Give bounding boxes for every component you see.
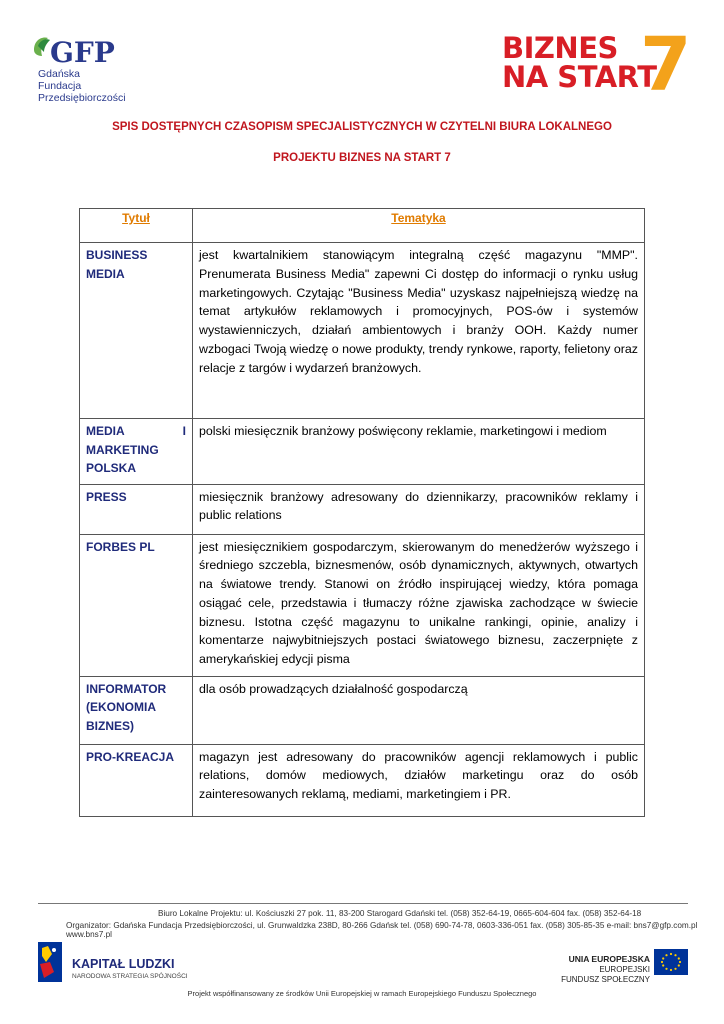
kapital-ludzki-flag-icon — [38, 942, 62, 982]
gfp-name-line2: Przedsiębiorczości — [38, 92, 126, 104]
row-description: polski miesięcznik branżowy poświęcony reklamie, marketingowi i mediom — [193, 419, 645, 485]
row-description: dla osób prowadzących działalność gospodarczą — [193, 676, 645, 744]
row-title: PRO-KREACJA — [80, 744, 193, 816]
table-row — [80, 744, 645, 816]
header-topic: Tematyka — [193, 209, 645, 243]
table-row — [80, 243, 645, 419]
bns-line2: NA START — [502, 60, 657, 94]
footer-divider — [38, 903, 688, 904]
row-title-line: BIZNES) — [86, 718, 134, 733]
row-title: PRESS — [80, 484, 193, 534]
footer-address-office: Biuro Lokalne Projektu: ul. Kościuszki 27 pok. 11, 83-200 Starogard Gdański tel. (058) 352-64-19, 0665-604-604 fax. (058) 352-64-18 — [158, 909, 642, 918]
table-row — [80, 419, 645, 485]
gfp-leaf-icon — [32, 34, 118, 66]
cofinancing-note: Projekt współfinansowany ze środków Unii Europejskiej w ramach Europejskiego Funduszu Społecznego — [187, 989, 537, 998]
row-description: jest kwartalnikiem stanowiącym integralną część magazynu "MMP". Prenumerata Business Media" zapewni Ci dostęp do informacji o rynku usług marketingowych. Czytając "Business Media" uzyskasz najpełniejszą wiedzę na temat artykułów reklamowych i promocyjnych, POS-ów i systemów wystawienniczych, działań ambientowych i branży OOH. Każdy numer wzbogaci Twoją wiedzę o nowe produkty, trendy rynkowe, raporty, felietony oraz relacje z targów i wydarzeń branżowych. — [193, 243, 645, 419]
document-title-line2: PROJEKTU BIZNES NA START 7 — [273, 152, 451, 164]
biznes-na-start-logo — [502, 22, 692, 108]
table-row — [80, 484, 645, 534]
gfp-mark-text: GFP — [50, 36, 115, 66]
eu-flag-icon — [654, 949, 688, 975]
document-title-line1: SPIS DOSTĘPNYCH CZASOPISM SPECJALISTYCZNYCH W CZYTELNI BIURA LOKALNEGO — [112, 121, 612, 133]
kapital-ludzki-logo — [38, 942, 198, 990]
row-title — [80, 676, 193, 744]
bns-wordmark — [502, 31, 657, 94]
row-title: FORBES PL — [80, 534, 193, 676]
magazines-table — [79, 208, 644, 817]
gfp-name — [38, 68, 126, 104]
eu-label-line2: EUROPEJSKI — [599, 965, 650, 974]
gfp-logo — [32, 34, 126, 104]
row-title-part: MARKETING — [86, 442, 159, 457]
row-title-line: (EKONOMIA — [86, 700, 156, 714]
row-title-line: INFORMATOR — [86, 681, 167, 696]
row-description: jest miesięcznikiem gospodarczym, skierowanym do menedżerów wyższego i średniego szczebla, biznesmenów, osób dynamicznych, aktywnych, otwartych na światowe trendy. Stanowi on źródło inspirującej wiedzy, która pomaga osiągać cele, przedstawia i tłumaczy różne zjawiska zachodzące w świecie biznesu. Istotna część magazynu to unikalne rankingi, opinie, analizy i komentarze najwybitniejszych postaci światowego biznesu, zaczerpnięte z amerykańskiej edycji pisma — [193, 534, 645, 676]
eu-label-line3: FUNDUSZ SPOŁECZNY — [561, 975, 650, 984]
footer-address-organizer: Organizator: Gdańska Fundacja Przedsiębiorczości, ul. Grunwaldzka 238D, 80-266 Gdańsk tel. (058) 690-74-78, 0603-336-051 fax. (058) 305-85-35 e-mail: bns7@gfp.com.pl www.bns7.pl — [66, 921, 698, 939]
row-title-part: POLSKA — [86, 461, 137, 475]
row-title-part: MEDIA — [86, 424, 125, 438]
row-description: magazyn jest adresowany do pracowników agencji reklamowych i public relations, domów mediowych, działów marketingu oraz do osób zainteresowanych reklamą, mediami, marketingiem i PR. — [193, 744, 645, 816]
row-description: miesięcznik branżowy adresowany do dziennikarzy, pracowników reklamy i public relations — [193, 484, 645, 534]
gfp-name-line1: Gdańska Fundacja — [38, 68, 82, 92]
bns-line1: BIZNES — [502, 31, 618, 65]
kapital-ludzki-subtitle: NARODOWA STRATEGIA SPÓJNOŚCI — [72, 973, 188, 980]
row-title-part: I — [182, 424, 186, 438]
table-row — [80, 534, 645, 676]
row-title — [80, 419, 193, 485]
kapital-ludzki-name: KAPITAŁ LUDZKI — [72, 957, 175, 971]
eu-label — [520, 954, 650, 985]
eu-label-line1: UNIA EUROPEJSKA — [568, 954, 650, 964]
table-row — [80, 676, 645, 744]
bns-number: 7 — [640, 22, 692, 108]
header-title: Tytuł — [80, 209, 193, 243]
row-title: BUSINESS MEDIA — [80, 243, 193, 419]
table-header-row — [80, 209, 645, 243]
